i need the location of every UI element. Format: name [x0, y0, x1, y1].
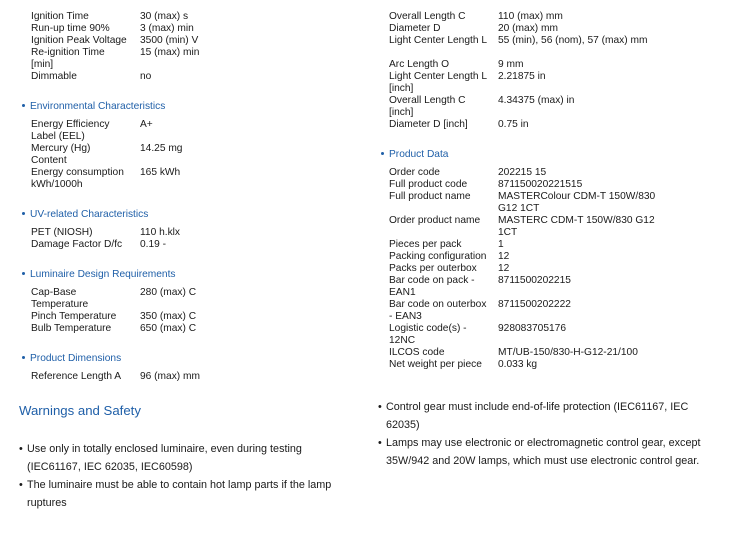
section-title: Environmental Characteristics [30, 101, 166, 112]
section-title: UV-related Characteristics [30, 209, 149, 220]
spec-label: Packs per outerbox [389, 263, 477, 274]
spec-row [389, 323, 729, 347]
spec-label: Bar code on outerbox - EAN3 [389, 299, 487, 322]
spec-row [31, 119, 361, 143]
bullet-icon: • [378, 401, 382, 413]
spec-row [389, 275, 729, 299]
warning-item [19, 440, 354, 476]
spec-value: 12 [498, 263, 510, 274]
bullet-icon [22, 272, 25, 275]
section-heading-product-data [381, 149, 448, 160]
section-heading-dimensions [22, 353, 121, 364]
spec-label: Damage Factor D/fc [31, 239, 123, 250]
warnings-heading: Warnings and Safety [19, 403, 141, 418]
spec-label: Packing configuration [389, 251, 487, 262]
spec-label: Cap-Base Temperature [31, 287, 89, 310]
spec-label: Full product name [389, 191, 471, 202]
spec-label: Ignition Peak Voltage [31, 35, 127, 46]
spec-label: Mercury (Hg) Content [31, 143, 91, 166]
spec-value: 0.033 kg [498, 359, 538, 370]
spec-label: Energy Efficiency Label (EEL) [31, 119, 110, 142]
bullet-icon [22, 104, 25, 107]
spec-row [389, 71, 729, 95]
spec-row [31, 167, 361, 191]
warning-item [19, 476, 354, 512]
spec-row [389, 215, 729, 239]
spec-label: Energy consumption kWh/1000h [31, 167, 124, 190]
section-heading-environmental [22, 101, 165, 112]
spec-label: Logistic code(s) - 12NC [389, 323, 467, 346]
spec-value: 9 mm [498, 59, 524, 70]
section-heading-luminaire [22, 269, 176, 280]
warning-text: The luminaire must be able to contain hot lamp parts if the lamp ruptures [27, 479, 332, 509]
spec-value: 96 (max) mm [140, 371, 200, 382]
spec-row [31, 143, 361, 167]
spec-row [389, 299, 729, 323]
section-title: Product Data [389, 149, 449, 160]
spec-value: 8711500202222 [498, 299, 571, 310]
warning-text: Use only in totally enclosed luminaire, even during testing (IEC61167, IEC 62035, IEC60598) [27, 443, 302, 473]
bullet-icon [22, 356, 25, 359]
spec-label: Light Center Length L [389, 35, 487, 46]
spec-value: A+ [140, 119, 153, 130]
spec-label: Light Center Length L [inch] [389, 71, 487, 94]
spec-row [389, 191, 729, 215]
bullet-icon [22, 212, 25, 215]
spec-value: 110 h.klx [140, 227, 181, 238]
spec-value: no [140, 71, 152, 82]
spec-value: 165 kWh [140, 167, 181, 178]
spec-value: 8711500202215 [498, 275, 571, 286]
spec-value: 55 (min), 56 (nom), 57 (max) mm [498, 35, 648, 46]
spec-value: 650 (max) C [140, 323, 197, 334]
spec-label: Pieces per pack [389, 239, 462, 250]
spec-label: Ignition Time [31, 11, 89, 22]
spec-label: Run-up time 90% [31, 23, 110, 34]
spec-value: 3 (max) min [140, 23, 194, 34]
spec-row [31, 47, 361, 71]
spec-label: Pinch Temperature [31, 311, 117, 322]
spec-value: 110 (max) mm [498, 11, 563, 22]
bullet-icon: • [378, 437, 382, 449]
spec-label: Overall Length C [389, 11, 466, 22]
spec-value: 14.25 mg [140, 143, 183, 154]
section-title: Luminaire Design Requirements [30, 269, 176, 280]
spec-value: 4.34375 (max) in [498, 95, 575, 106]
spec-label: Net weight per piece [389, 359, 482, 370]
spec-label: Arc Length O [389, 59, 450, 70]
spec-row [31, 287, 361, 311]
spec-label: Full product code [389, 179, 468, 190]
spec-label: Dimmable [31, 71, 77, 82]
spec-label: Re-ignition Time [min] [31, 47, 105, 70]
spec-value: 30 (max) s [140, 11, 189, 22]
spec-value: 20 (max) mm [498, 23, 558, 34]
spec-value: 280 (max) C [140, 287, 197, 298]
warning-text: Control gear must include end-of-life protection (IEC61167, IEC 62035) [386, 401, 689, 431]
bullet-icon [381, 152, 384, 155]
spec-label: Order code [389, 167, 440, 178]
spec-label: PET (NIOSH) [31, 227, 93, 238]
warning-item [378, 434, 723, 470]
bullet-icon: • [19, 479, 23, 491]
spec-row [389, 95, 729, 119]
bullet-icon: • [19, 443, 23, 455]
spec-value: 3500 (min) V [140, 35, 199, 46]
spec-value: 0.75 in [498, 119, 529, 130]
spec-value: 0.19 - [140, 239, 167, 250]
spec-value: 1 [498, 239, 504, 250]
spec-label: Overall Length C [inch] [389, 95, 466, 118]
warning-item [378, 398, 723, 434]
warning-text: Lamps may use electronic or electromagnetic control gear, except 35W/942 and 20W lamps, which must use electronic control gear. [386, 437, 701, 467]
spec-label: Order product name [389, 215, 481, 226]
section-heading-uv [22, 209, 148, 220]
spec-label: Reference Length A [31, 371, 122, 382]
spec-label: Diameter D [inch] [389, 119, 468, 130]
spec-label: ILCOS code [389, 347, 445, 358]
section-title: Product Dimensions [30, 353, 122, 364]
spec-value: 15 (max) min [140, 47, 200, 58]
spec-value: MASTERC CDM-T 150W/830 G12 1CT [498, 215, 655, 238]
spec-value: 871150020221515 [498, 179, 583, 190]
spec-value: 12 [498, 251, 510, 262]
spec-value: MASTERColour CDM-T 150W/830 G12 1CT [498, 191, 656, 214]
spec-value: MT/UB-150/830-H-G12-21/100 [498, 347, 638, 358]
spec-label: Bar code on pack - EAN1 [389, 275, 475, 298]
spec-row [389, 35, 729, 59]
spec-value: 350 (max) C [140, 311, 197, 322]
spec-label: Bulb Temperature [31, 323, 112, 334]
spec-value: 202215 15 [498, 167, 547, 178]
spec-value: 2.21875 in [498, 71, 546, 82]
spec-label: Diameter D [389, 23, 441, 34]
spec-value: 928083705176 [498, 323, 566, 334]
